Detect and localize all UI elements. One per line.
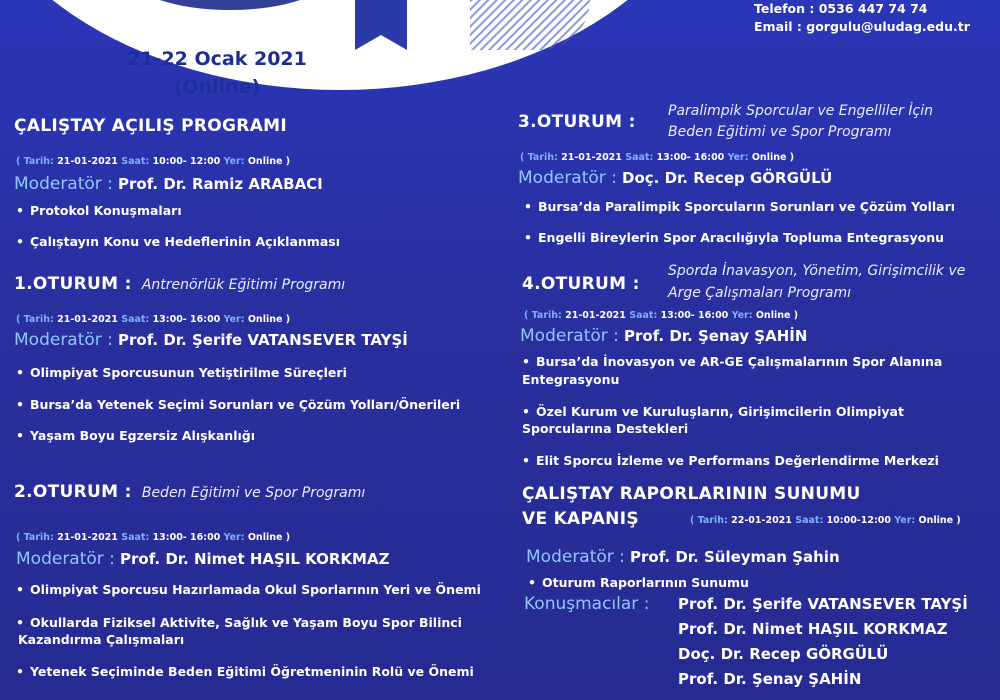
- speaker-name: Prof. Dr. Nimet HAŞIL KORKMAZ: [678, 620, 948, 638]
- session-3-meta: ( Tarih: 21-01-2021 Saat: 13:00- 16:00 Yer: Online ): [520, 152, 795, 163]
- session-1-header: 1.OTURUM : Antrenörlük Eğitimi Programı: [14, 274, 346, 294]
- list-item: • Olimpiyat Sporcusu Hazırlamada Okul Sporlarının Yeri ve Önemi: [16, 582, 481, 597]
- closing-meta: ( Tarih: 22-01-2021 Saat: 10:00-12:00 Yer: Online ): [690, 515, 961, 526]
- list-item: • Oturum Raporlarının Sunumu: [528, 575, 749, 590]
- opening-moderator: Moderatör : Prof. Dr. Ramiz ARABACI: [14, 174, 323, 194]
- session-4-title: 4.OTURUM :: [522, 274, 640, 294]
- speaker-name: Prof. Dr. Şerife VATANSEVER TAYŞİ: [678, 595, 968, 613]
- session-2-moderator: Moderatör : Prof. Dr. Nimet HAŞIL KORKMAZ: [16, 549, 390, 569]
- session-4-subtitle-1: Sporda İnavasyon, Yönetim, Girişimcilik ve: [668, 263, 966, 279]
- event-date-block: [122, 45, 312, 101]
- list-item: • Engelli Bireylerin Spor Aracılığıyla Topluma Entegrasyonu: [524, 230, 944, 245]
- closing-moderator: Moderatör : Prof. Dr. Süleyman Şahin: [526, 547, 840, 567]
- list-item-continued: Sporcularına Destekleri: [522, 421, 689, 436]
- speakers-label: Konuşmacılar :: [524, 594, 650, 614]
- list-item: • Protokol Konuşmaları: [16, 203, 182, 218]
- contact-info: [754, 0, 970, 36]
- contact-email: Email : gorgulu@uludag.edu.tr: [754, 19, 970, 34]
- session-3-subtitle-2: Beden Eğitimi ve Spor Programı: [668, 124, 892, 140]
- event-date: 21-22 Ocak 2021: [127, 48, 307, 70]
- session-3-title: 3.OTURUM :: [518, 112, 636, 132]
- list-item-continued: Kazandırma Çalışmaları: [18, 632, 185, 647]
- session-2-meta: ( Tarih: 21-01-2021 Saat: 13:00- 16:00 Yer: Online ): [16, 532, 291, 543]
- list-item: • Bursa’da İnovasyon ve AR-GE Çalışmalarının Spor Alanına: [522, 354, 943, 369]
- session-4-subtitle-2: Arge Çalışmaları Programı: [668, 285, 852, 301]
- speaker-name: Prof. Dr. Şenay ŞAHİN: [678, 670, 862, 688]
- list-item: • Elit Sporcu İzleme ve Performans Değerlendirme Merkezi: [522, 453, 939, 468]
- speaker-name: Doç. Dr. Recep GÖRGÜLÜ: [678, 645, 889, 663]
- list-item: • Bursa’da Yetenek Seçimi Sorunları ve Çözüm Yolları/Önerileri: [16, 397, 461, 412]
- contact-phone: Telefon : 0536 447 74 74: [754, 1, 928, 16]
- opening-meta: ( Tarih: 21-01-2021 Saat: 10:00- 12:00 Yer: Online ): [16, 156, 291, 167]
- session-1-meta: ( Tarih: 21-01-2021 Saat: 13:00- 16:00 Yer: Online ): [16, 314, 291, 325]
- list-item: • Özel Kurum ve Kuruluşların, Girişimcilerin Olimpiyat: [522, 404, 904, 419]
- list-item: • Yetenek Seçiminde Beden Eğitimi Öğretmeninin Rolü ve Önemi: [16, 664, 474, 679]
- list-item: • Bursa’da Paralimpik Sporcuların Sorunları ve Çözüm Yolları: [524, 199, 956, 214]
- session-2-header: 2.OTURUM : Beden Eğitimi ve Spor Programı: [14, 482, 366, 502]
- event-mode: (Online): [173, 76, 261, 98]
- closing-title-2: VE KAPANIŞ: [522, 509, 639, 529]
- list-item-continued: Entegrasyonu: [522, 372, 620, 387]
- session-4-meta: ( Tarih: 21-01-2021 Saat: 13:00- 16:00 Yer: Online ): [524, 310, 799, 321]
- opening-title: ÇALIŞTAY AÇILIŞ PROGRAMI: [14, 116, 287, 136]
- list-item: • Çalıştayın Konu ve Hedeflerinin Açıklanması: [16, 234, 340, 249]
- session-3-moderator: Moderatör : Doç. Dr. Recep GÖRGÜLÜ: [518, 168, 833, 188]
- session-3-subtitle-1: Paralimpik Sporcular ve Engelliler İçin: [668, 103, 933, 119]
- session-1-moderator: Moderatör : Prof. Dr. Şerife VATANSEVER TAYŞİ: [14, 330, 408, 350]
- list-item: • Olimpiyat Sporcusunun Yetiştirilme Süreçleri: [16, 365, 347, 380]
- list-item: • Okullarda Fiziksel Aktivite, Sağlık ve Yaşam Boyu Spor Bilinci: [16, 615, 462, 630]
- list-item: • Yaşam Boyu Egzersiz Alışkanlığı: [16, 428, 255, 443]
- session-4-moderator: Moderatör : Prof. Dr. Şenay ŞAHİN: [520, 326, 808, 346]
- closing-title-1: ÇALIŞTAY RAPORLARININ SUNUMU: [522, 484, 861, 504]
